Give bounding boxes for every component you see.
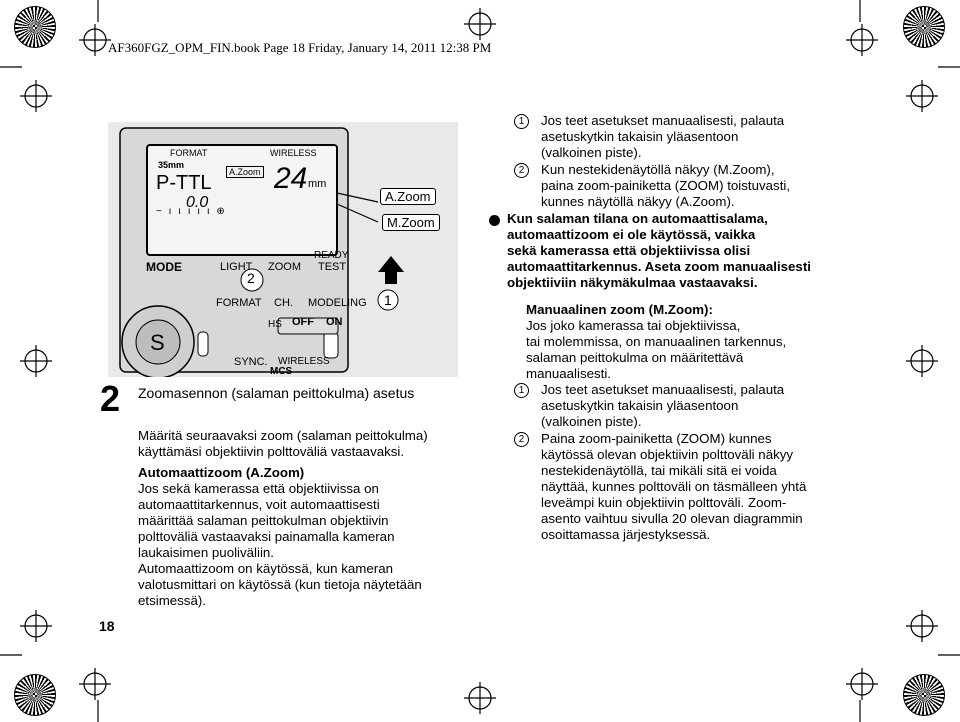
- step-1-text: Jos teet asetukset manuaalisesti, palauta asetuskytkin takaisin yläasentoon (valkoinen piste).: [541, 113, 785, 160]
- lcd-format: FORMAT: [170, 148, 208, 158]
- auto-flash-note: Kun salaman tilana on automaattisalama, automaattizoom ei ole käytössä, vaikka sekä kamerassa että objektiivissa olisi automaattitarkennus. Aseta zoom manuaalisesti objektiiviin näkymäkulmaa vastaavaksi.: [507, 211, 811, 290]
- manual-step-2-number: 2: [514, 432, 529, 447]
- step-2: [514, 162, 914, 212]
- step-1: [514, 113, 914, 163]
- s-dial-label: S: [150, 330, 165, 355]
- wireless-label: WIRELESS: [278, 356, 330, 367]
- ready-label: READY: [314, 250, 349, 261]
- step-2-text: Kun nestekidenäytöllä näkyy (M.Zoom), paina zoom-painiketta (ZOOM) toistuvasti, kunnes näytöllä näkyy (A.Zoom).: [541, 162, 791, 209]
- crosshair-top-1: [79, 24, 111, 56]
- auto-zoom-body: Jos sekä kamerassa että objektiivissa on automaattitarkennus, voit automaattisesti määrittää salaman peittokulman objektiivin polttoväliä vastaavaksi painamalla kameran laukaisimen puoliväliin. Automaattizoom on käytössä, kun kameran valotusmittari on käytössä (kun tietoja näytetään etsimessä).: [138, 481, 422, 608]
- on-label: ON: [326, 316, 343, 328]
- flash-panel-illustration: [108, 122, 458, 377]
- manual-step-1-text: Jos teet asetukset manuaalisesti, palauta asetuskytkin takaisin yläasentoon (valkoinen piste).: [541, 382, 785, 429]
- manual-step-1-number: 1: [514, 383, 529, 398]
- lcd-display: [146, 144, 338, 256]
- modeling-button-label: MODELING: [308, 297, 367, 309]
- lcd-mode: P-TTL: [156, 172, 212, 194]
- callout-marker-2: 2: [247, 270, 255, 286]
- lcd-exposure-scale: − ı ı ı ı ı ⊕: [156, 206, 227, 217]
- callout-marker-1: 1: [384, 292, 392, 308]
- callout-mzoom: M.Zoom: [382, 214, 440, 231]
- callout-azoom: A.Zoom: [380, 188, 436, 205]
- manual-step-2: [514, 431, 914, 551]
- lcd-focal-small: 35mm: [158, 160, 185, 170]
- book-file-header: AF360FGZ_OPM_FIN.book Page 18 Friday, January 14, 2011 12:38 PM: [108, 40, 492, 55]
- off-label: OFF: [292, 316, 314, 328]
- ch-button-label: CH.: [274, 297, 293, 309]
- format-button-label: FORMAT: [216, 297, 262, 309]
- zoom-button-label: ZOOM: [268, 261, 301, 273]
- lcd-focal-big: 24: [274, 162, 308, 195]
- step-2-number: 2: [514, 163, 529, 178]
- lcd-azoom: A.Zoom: [226, 166, 264, 178]
- crosshair-top-2: [464, 8, 496, 40]
- lcd-wireless: WIRELESS: [270, 148, 317, 158]
- lcd-focal-unit: mm: [308, 178, 327, 190]
- manual-zoom-body: Jos joko kamerassa tai objektiivissa, tai molemmissa, on manuaalinen tarkennus, salaman peittokulma on määritettävä manuaalisesti.: [526, 318, 787, 381]
- mcs-label: MCS: [270, 366, 293, 377]
- note-bullet-icon: [489, 215, 500, 226]
- page-number: 18: [99, 618, 115, 634]
- manual-step-2-text: Paina zoom-painiketta (ZOOM) kunnes käytössä olevan objektiivin polttoväli näkyy nestekidenäytöllä, tai mikäli sitä ei voida näyttää, kunnes polttoväli on täsmälleen yhtä leveämpi kuin objektiivin polttoväli. Zoom- asento vaihtuu sivulla 20 olevan diagrammin osoittamassa järjestyksessä.: [541, 431, 807, 542]
- step-1-number: 1: [514, 114, 529, 129]
- auto-zoom-title: Automaattizoom (A.Zoom): [138, 465, 305, 480]
- manual-zoom-title: Manuaalinen zoom (M.Zoom):: [526, 302, 713, 317]
- section-number: 2: [100, 378, 121, 419]
- section-heading: Zoomasennon (salaman peittokulma) asetus: [138, 385, 415, 401]
- hs-label: HS: [268, 319, 282, 330]
- intro-paragraph: Määritä seuraavaksi zoom (salaman peittokulma) käyttämäsi objektiivin polttoväliä vastaavaksi.: [138, 428, 428, 459]
- sync-label: SYNC.: [234, 356, 268, 368]
- manual-step-1: [514, 382, 914, 432]
- mode-button-label: MODE: [146, 260, 182, 274]
- lcd-exposure: 0.0: [186, 194, 209, 211]
- light-button-label: LIGHT: [220, 261, 253, 273]
- test-button-label: TEST: [318, 261, 347, 273]
